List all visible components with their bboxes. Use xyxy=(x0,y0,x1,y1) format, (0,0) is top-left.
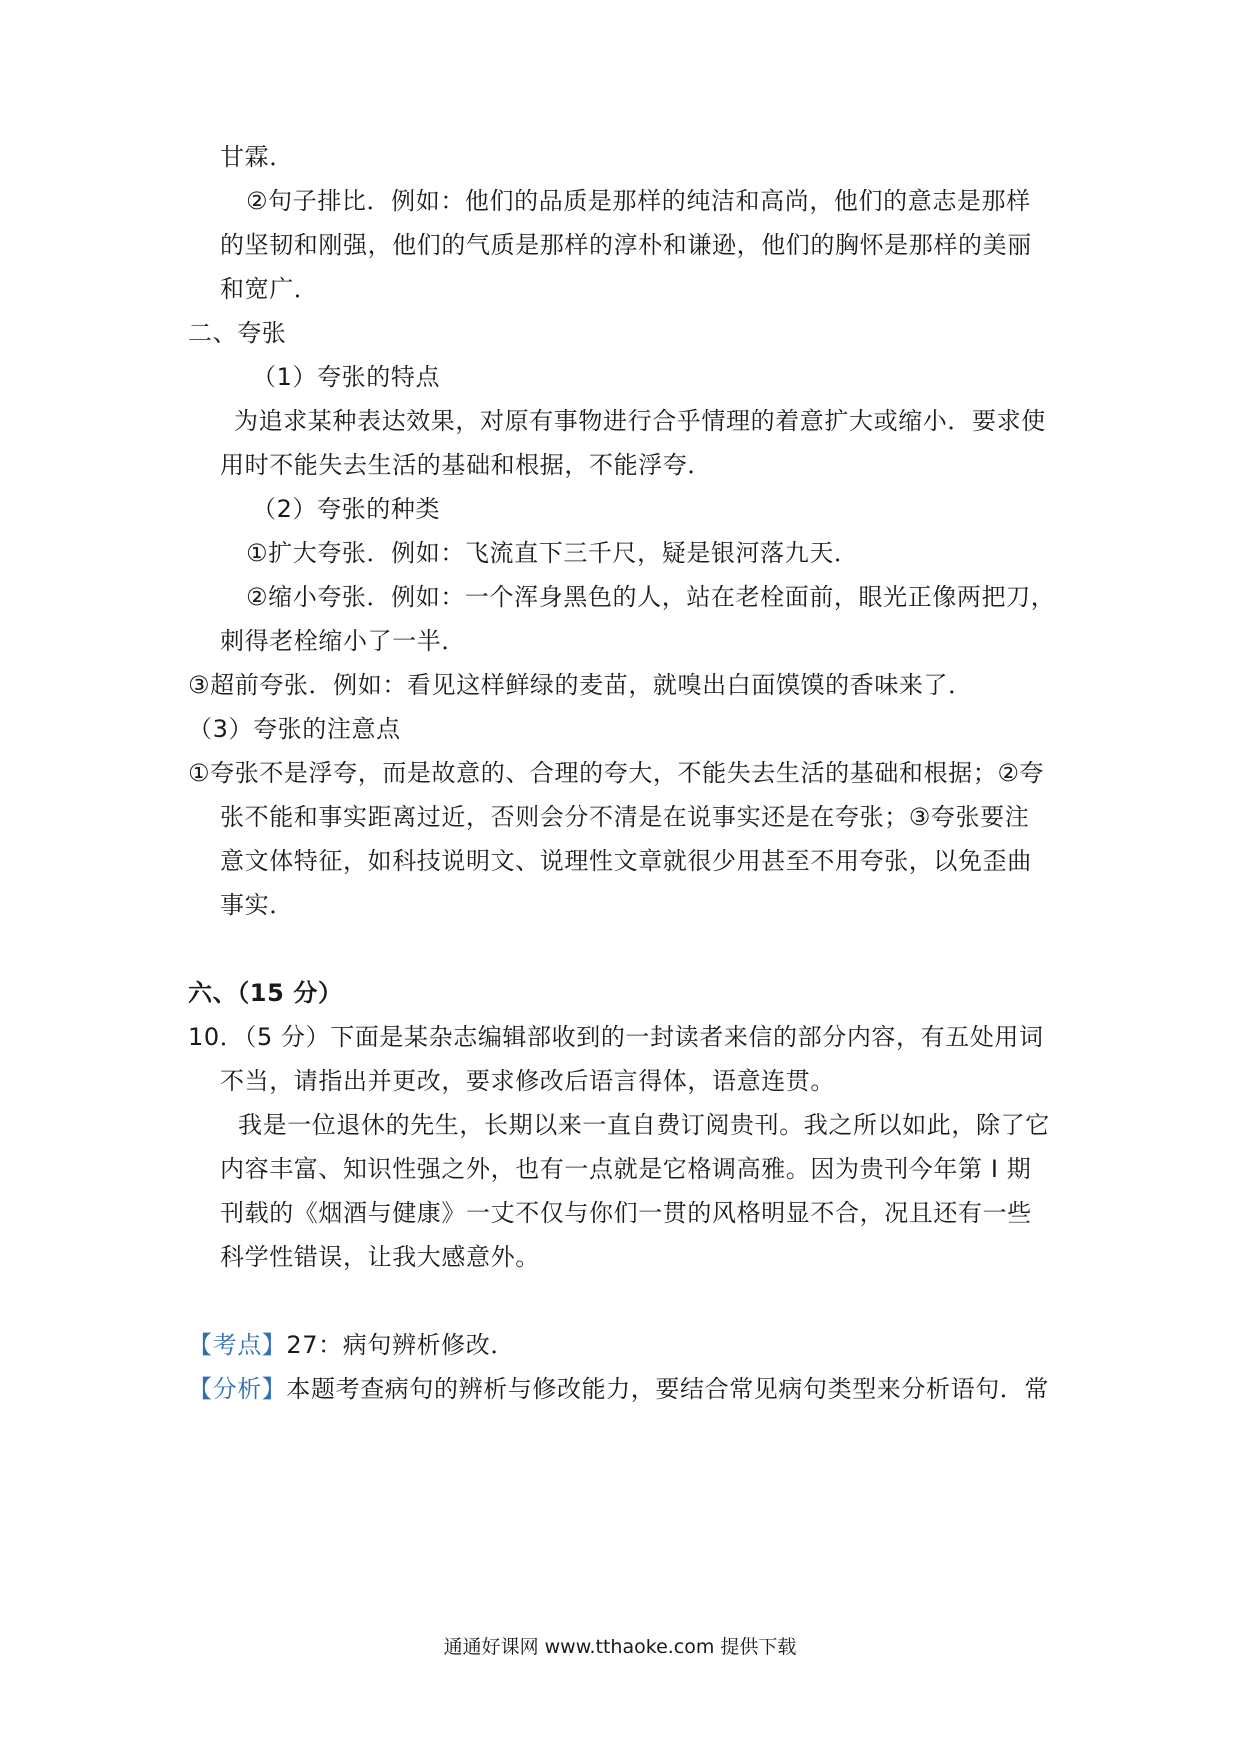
fenxi-line xyxy=(188,1372,1049,1406)
letter-text-line: 刊载的《烟酒与健康》一丈不仅与你们一贯的风格明显不合，况且还有一些 xyxy=(220,1199,1032,1227)
kaodian-tag: 【考点】 xyxy=(188,1331,287,1359)
text-line: ①扩大夸张．例如：飞流直下三千尺，疑是银河落九天． xyxy=(246,539,859,567)
text-line: ②缩小夸张．例如：一个浑身黑色的人，站在老栓面前，眼光正像两把刀， xyxy=(246,583,1056,611)
text-line: 和宽广． xyxy=(220,275,319,303)
text-line: 的坚韧和刚强，他们的气质是那样的淳朴和谦逊，他们的胸怀是那样的美丽 xyxy=(220,231,1032,259)
subsection-heading: （2）夸张的种类 xyxy=(252,495,441,523)
kaodian-line xyxy=(188,1328,515,1362)
text-line: 用时不能失去生活的基础和根据，不能浮夸． xyxy=(220,451,712,479)
question-line: 不当，请指出并更改，要求修改后语言得体，语意连贯。 xyxy=(220,1067,835,1095)
text-line: 刺得老栓缩小了一半． xyxy=(220,627,466,655)
text-line: 张不能和事实距离过近，否则会分不清是在说事实还是在夸张；③夸张要注 xyxy=(220,803,1030,831)
text-line: 事实． xyxy=(220,891,294,919)
fenxi-text: 本题考查病句的辨析与修改能力，要结合常见病句类型来分析语句．常 xyxy=(286,1375,1050,1403)
text-line: 为追求某种表达效果，对原有事物进行合乎情理的着意扩大或缩小．要求使 xyxy=(234,407,1046,435)
question-line: 10．（5 分）下面是某杂志编辑部收到的一封读者来信的部分内容，有五处用词 xyxy=(188,1023,1044,1051)
fenxi-tag: 【分析】 xyxy=(188,1375,287,1403)
section-heading: 六、（15 分） xyxy=(188,979,343,1007)
letter-text-line: 内容丰富、知识性强之外，也有一点就是它格调高雅。因为贵刊今年第 I 期 xyxy=(220,1155,1032,1183)
subsection-heading: （3）夸张的注意点 xyxy=(188,715,401,743)
section-heading: 二、夸张 xyxy=(188,319,287,347)
text-line: 甘霖． xyxy=(220,143,294,171)
kaodian-text: 27：病句辨析修改． xyxy=(286,1331,515,1359)
letter-text-line: 我是一位退休的先生，长期以来一直自费订阅贵刊。我之所以如此，除了它 xyxy=(238,1111,1050,1139)
text-line: ②句子排比．例如：他们的品质是那样的纯洁和高尚，他们的意志是那样 xyxy=(246,187,1031,215)
text-line: ①夸张不是浮夸，而是故意的、合理的夸大，不能失去生活的基础和根据；②夸 xyxy=(188,759,1045,787)
letter-text-line: 科学性错误，让我大感意外。 xyxy=(220,1243,540,1271)
text-line: 意文体特征，如科技说明文、说理性文章就很少用甚至不用夸张，以免歪曲 xyxy=(220,847,1032,875)
page-footer: 通通好课网 www.tthaoke.com 提供下载 xyxy=(443,1636,797,1658)
subsection-heading: （1）夸张的特点 xyxy=(252,363,441,391)
text-line: ③超前夸张．例如：看见这样鲜绿的麦苗，就嗅出白面馍馍的香味来了． xyxy=(188,671,973,699)
